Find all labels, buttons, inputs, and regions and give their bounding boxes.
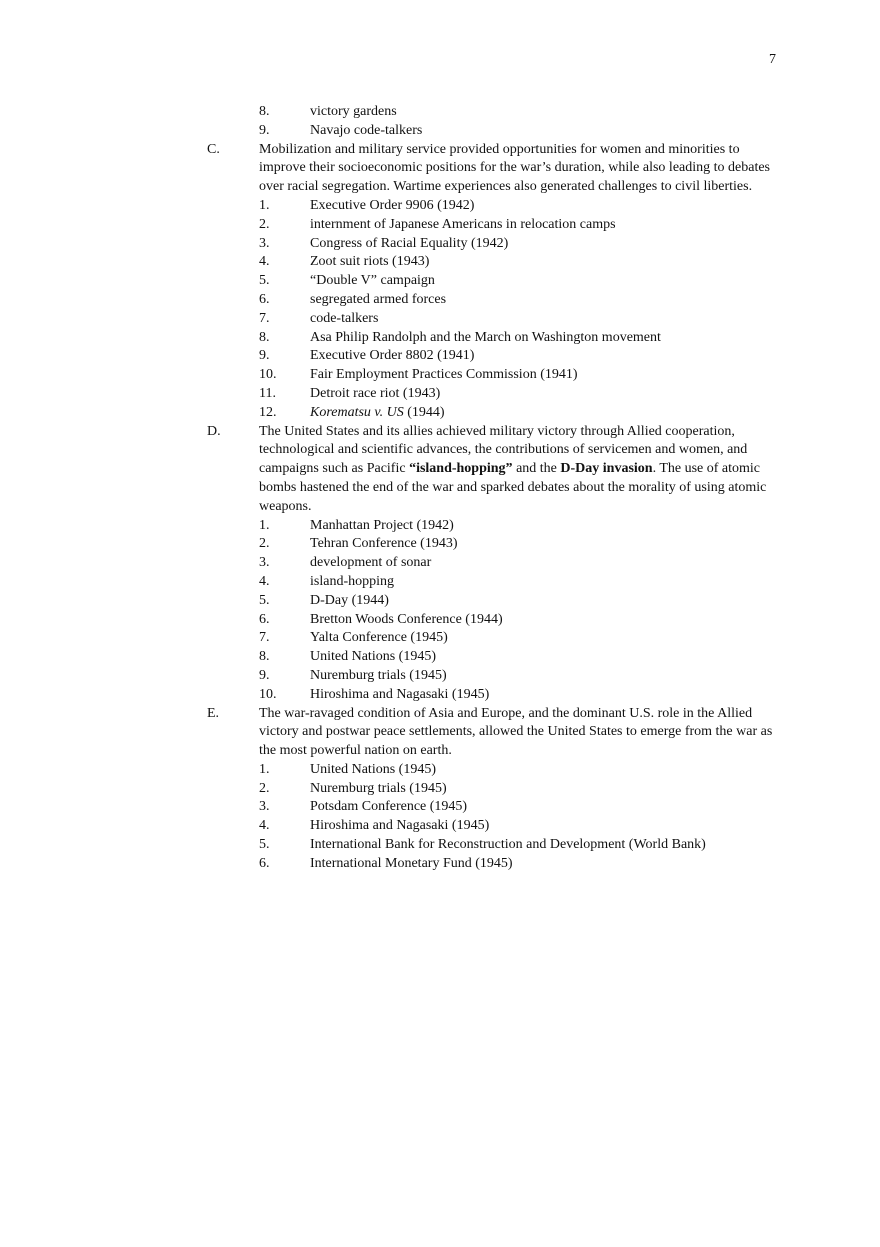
paragraph-text: The United States and its allies achieved military victory through Allied cooperation, technological and scientific advances, the contributions of servicemen and women, and campaigns such as Pacific xyxy=(259,423,748,477)
list-item-text: Executive Order 9906 (1942) xyxy=(310,197,475,213)
list-item-number: 10. xyxy=(259,367,277,383)
list-item xyxy=(0,385,880,404)
list-item-number: 3. xyxy=(259,555,270,571)
list-item xyxy=(0,817,880,836)
case-name: Korematsu v. US xyxy=(310,404,404,420)
list-item xyxy=(0,554,880,573)
list-item-number: 9. xyxy=(259,667,270,683)
list-item-text: victory gardens xyxy=(310,104,397,119)
list-item-number: 2. xyxy=(259,536,270,552)
list-item xyxy=(0,517,880,536)
document-body xyxy=(0,103,880,874)
list-item xyxy=(0,573,880,592)
paragraph-text: and the xyxy=(512,461,561,477)
section-paragraph: The war-ravaged condition of Asia and Europe, and the dominant U.S. role in the Allied victory and postwar peace settlements, allowed the United States to emerge from the war as the most powerful nation on earth. xyxy=(259,705,773,759)
list-item-number: 5. xyxy=(259,837,270,853)
list-item-number: 4. xyxy=(259,818,270,834)
list-item-number: 12. xyxy=(259,404,277,420)
list-item-text: (1944) xyxy=(403,404,445,420)
list-item-number: 9. xyxy=(259,122,270,138)
list-item-text: International Bank for Reconstruction and Development (World Bank) xyxy=(310,837,706,853)
list-item xyxy=(0,366,880,385)
list-item xyxy=(0,347,880,366)
list-item-text: Detroit race riot (1943) xyxy=(310,385,441,401)
list-item-number: 7. xyxy=(259,630,270,646)
list-item xyxy=(0,235,880,254)
list-item-text: internment of Japanese Americans in relocation camps xyxy=(310,216,616,232)
list-item-text: Asa Philip Randolph and the March on Washington movement xyxy=(310,329,661,345)
list-item-text: code-talkers xyxy=(310,310,379,326)
section-paragraph: Mobilization and military service provided opportunities for women and minorities to improve their socioeconomic positions for the war’s duration, while also leading to debates over racial segregation. Wartime experiences also generated challenges to civil liberties. xyxy=(259,141,771,195)
section-letter: D. xyxy=(207,423,221,439)
list-item xyxy=(0,197,880,216)
list-item xyxy=(0,855,880,874)
list-item-number: 1. xyxy=(259,517,270,533)
list-item-number: 10. xyxy=(259,686,277,702)
list-item xyxy=(0,611,880,630)
list-item xyxy=(0,648,880,667)
section-letter: C. xyxy=(207,141,220,157)
page-number: 7 xyxy=(769,52,776,67)
list-item-text: Executive Order 8802 (1941) xyxy=(310,348,475,364)
list-item-number: 4. xyxy=(259,573,270,589)
list-item-number: 8. xyxy=(259,104,270,119)
section-letter: E. xyxy=(207,705,220,721)
list-item-number: 2. xyxy=(259,216,270,232)
section-c xyxy=(0,141,880,197)
list-item-number: 1. xyxy=(259,197,270,213)
list-item-text: Bretton Woods Conference (1944) xyxy=(310,611,503,627)
list-item xyxy=(0,329,880,348)
list-item xyxy=(0,780,880,799)
list-item xyxy=(0,686,880,705)
list-item-text: Zoot suit riots (1943) xyxy=(310,254,430,270)
list-item xyxy=(0,122,880,141)
list-item-text: Potsdam Conference (1945) xyxy=(310,799,468,815)
list-item-text: segregated armed forces xyxy=(310,291,447,307)
list-item xyxy=(0,253,880,272)
list-item-number: 11. xyxy=(259,385,276,401)
list-item xyxy=(0,592,880,611)
list-item-text: Nuremburg trials (1945) xyxy=(310,667,447,683)
list-item-text: Yalta Conference (1945) xyxy=(310,630,448,646)
list-item-number: 2. xyxy=(259,780,270,796)
list-item xyxy=(0,836,880,855)
list-item xyxy=(0,629,880,648)
list-item-number: 7. xyxy=(259,310,270,326)
list-item-text: “Double V” campaign xyxy=(310,273,435,289)
list-item xyxy=(0,761,880,780)
list-item-text: United Nations (1945) xyxy=(310,761,436,777)
list-item-number: 6. xyxy=(259,855,270,871)
list-item-number: 1. xyxy=(259,761,270,777)
list-item xyxy=(0,798,880,817)
list-item xyxy=(0,535,880,554)
list-item-number: 8. xyxy=(259,649,270,665)
list-item-number: 6. xyxy=(259,611,270,627)
list-item xyxy=(0,667,880,686)
list-item-number: 8. xyxy=(259,329,270,345)
list-item-text: Hiroshima and Nagasaki (1945) xyxy=(310,686,490,702)
section-e xyxy=(0,705,880,761)
list-item-text: International Monetary Fund (1945) xyxy=(310,855,513,871)
list-item-number: 5. xyxy=(259,592,270,608)
list-item xyxy=(0,272,880,291)
bold-term: “island-hopping” xyxy=(409,461,513,477)
section-paragraph xyxy=(259,423,780,517)
section-d xyxy=(0,423,880,517)
list-item-text: Hiroshima and Nagasaki (1945) xyxy=(310,818,490,834)
list-item-text: Congress of Racial Equality (1942) xyxy=(310,235,509,251)
list-item-number: 9. xyxy=(259,348,270,364)
list-item xyxy=(0,291,880,310)
list-item-text: Nuremburg trials (1945) xyxy=(310,780,447,796)
paragraph-text: . The use of atomic bombs hastened the end of the war and sparked debates about the morality of using atomic weapons. xyxy=(259,461,767,514)
list-item-number: 4. xyxy=(259,254,270,270)
list-item xyxy=(0,216,880,235)
list-item-text: D-Day (1944) xyxy=(310,592,389,608)
list-item-text: island-hopping xyxy=(310,573,394,589)
list-item-number: 6. xyxy=(259,291,270,307)
list-item xyxy=(0,103,880,122)
list-item-text: Fair Employment Practices Commission (1941) xyxy=(310,367,578,383)
list-item-number: 3. xyxy=(259,235,270,251)
list-item xyxy=(0,404,880,423)
list-item-text: Manhattan Project (1942) xyxy=(310,517,454,533)
list-item-number: 5. xyxy=(259,273,270,289)
list-item-number: 3. xyxy=(259,799,270,815)
list-item-text: Navajo code-talkers xyxy=(310,122,423,138)
list-item-text: development of sonar xyxy=(310,555,432,571)
list-item-text: United Nations (1945) xyxy=(310,649,436,665)
list-item xyxy=(0,310,880,329)
bold-term: D-Day invasion xyxy=(560,461,653,477)
list-item-text: Tehran Conference (1943) xyxy=(310,536,458,552)
